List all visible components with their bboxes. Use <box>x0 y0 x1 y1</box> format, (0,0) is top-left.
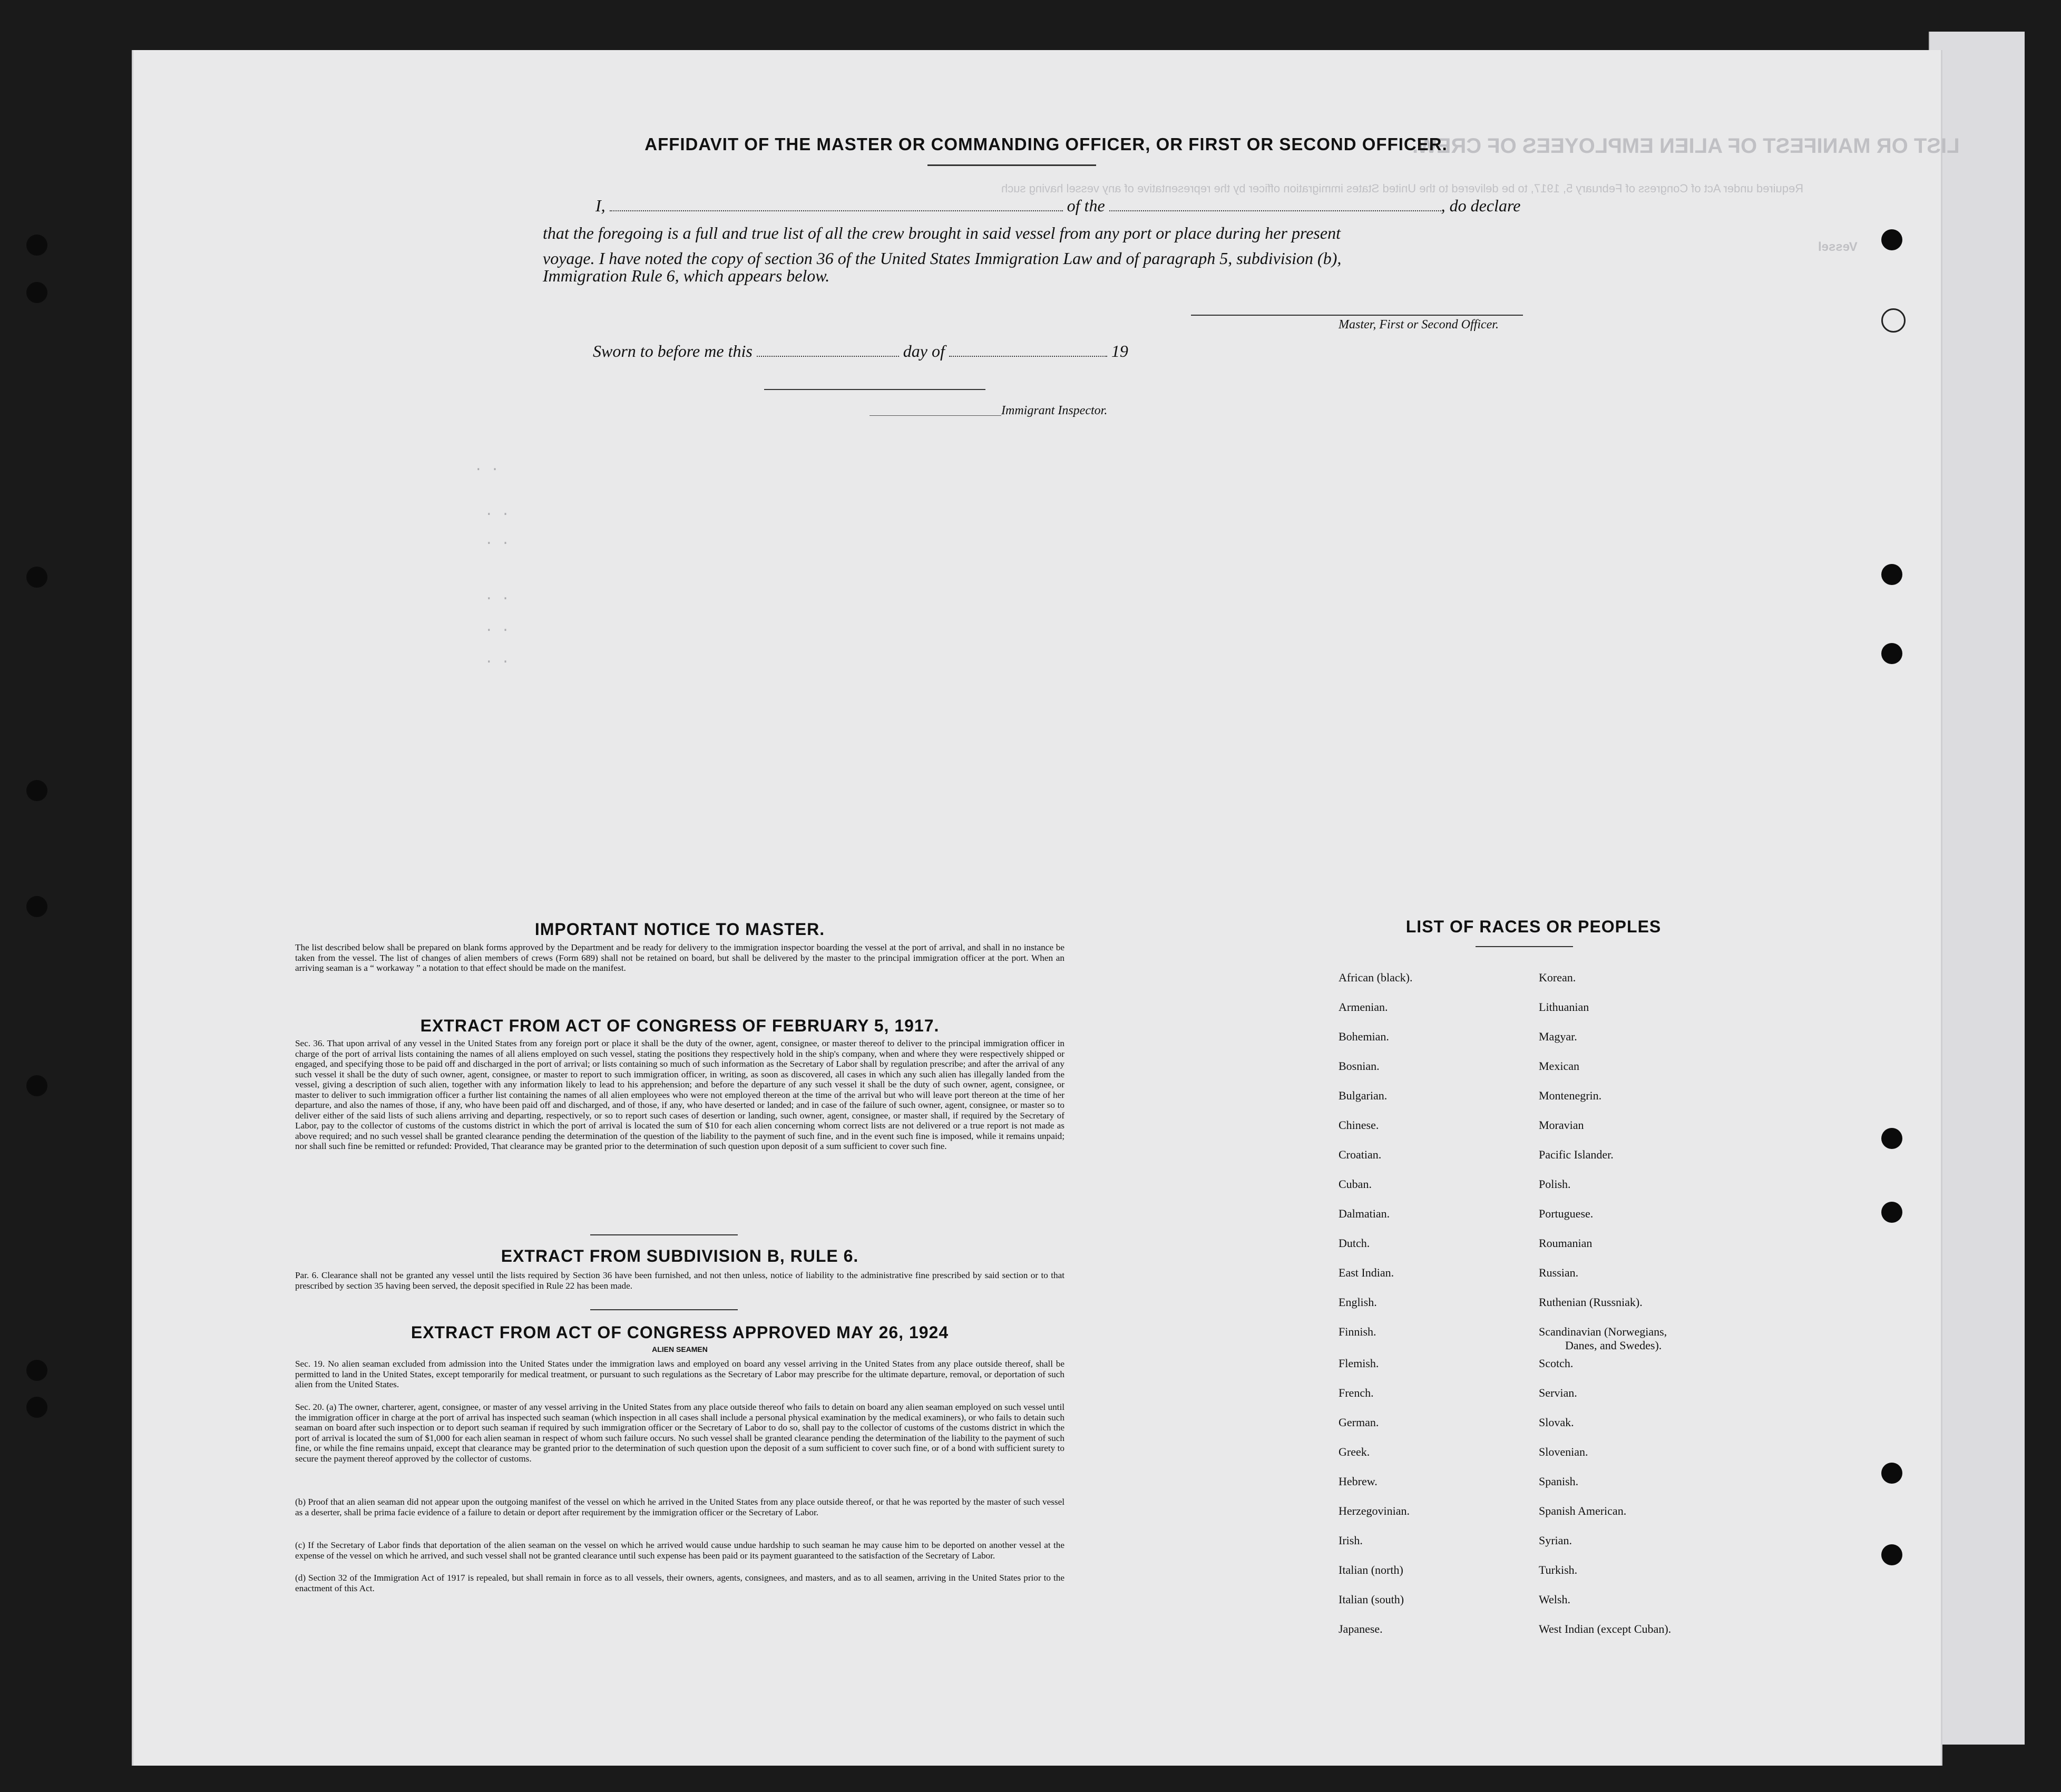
race-item: Scotch. <box>1539 1357 1574 1370</box>
binder-hole <box>1881 229 1902 250</box>
race-item: Croatian. <box>1339 1148 1382 1161</box>
affidavit-do-declare: , do declare <box>1441 196 1521 215</box>
sworn-year: 19 <box>1111 342 1128 361</box>
binder-hole <box>26 282 47 303</box>
race-item: Roumanian <box>1539 1236 1593 1250</box>
race-item: Lithuanian <box>1539 1000 1589 1014</box>
race-item: Welsh. <box>1539 1593 1570 1606</box>
race-item: Slovak. <box>1539 1416 1574 1429</box>
race-item: Italian (south) <box>1339 1593 1404 1606</box>
race-item: Scandinavian (Norwegians, <box>1539 1325 1667 1338</box>
affidavit-i: I, <box>595 196 605 215</box>
race-item: Korean. <box>1539 971 1576 984</box>
bleed-through-subtitle: Required under Act of Congress of February 5, 1917, to be delivered to the United States immigration officer by the representative of any vessel having such <box>1001 182 1804 195</box>
sworn-day-blank[interactable] <box>757 342 899 357</box>
race-item: Syrian. <box>1539 1534 1572 1547</box>
race-item: Hebrew. <box>1339 1475 1378 1488</box>
race-item: English. <box>1339 1296 1377 1309</box>
extract-1924-subtitle: ALIEN SEAMEN <box>652 1345 708 1353</box>
bleed-through-mark: . . <box>485 588 510 603</box>
rule-6-title: EXTRACT FROM SUBDIVISION B, RULE 6. <box>501 1246 859 1265</box>
binder-hole <box>26 780 47 801</box>
binder-hole <box>1881 1128 1902 1149</box>
race-item: Greek. <box>1339 1445 1370 1458</box>
affidavit-title: AFFIDAVIT OF THE MASTER OR COMMANDING OFFICER, OR FIRST OR SECOND OFFICER. <box>644 134 1448 154</box>
binder-hole <box>1881 564 1902 585</box>
signature-line[interactable] <box>1191 315 1523 316</box>
sec-20a-text: Sec. 20. (a) The owner, charterer, agent, consignee, or master of any vessel arriving in the United States from any place outside thereof who fails to detain on board any alien seaman employed on such vessel until the immigration officer in charge at the port of arrival has inspected such seaman (which inspection in all cases shall include a personal physical examination by the medical examiners), or who fails to detain such seaman on board after such inspection or to deport such seaman if required by such immigration officer or the Secretary of Labor to do so, shall pay to the collector of customs of the customs district in which the port of arrival is located the sum of $1,000 for each alien seaman in respect of whom such failure occurs. No such vessel shall be granted clearance pending the determination of the liability to the payment of such fine, or while the fine remains unpaid, except that clearance may be granted prior to the determination of such question upon the deposit of a sum sufficient to cover such fine, or of a bond with sufficient surety to secure the payment thereof approved by the collector of customs. <box>295 1402 1064 1464</box>
race-item: Pacific Islander. <box>1539 1148 1614 1161</box>
extract-1917-title: EXTRACT FROM ACT OF CONGRESS OF FEBRUARY 5, 1917. <box>420 1016 940 1035</box>
inspector-signature-line[interactable] <box>764 389 985 390</box>
underlying-page-edge <box>1929 32 2025 1745</box>
sworn-day-of: day of <box>903 342 945 361</box>
race-item: West Indian (except Cuban). <box>1539 1622 1672 1635</box>
race-item: Bulgarian. <box>1339 1089 1388 1102</box>
race-item: German. <box>1339 1416 1379 1429</box>
races-title-rule <box>1476 946 1573 947</box>
extract-1924-title: EXTRACT FROM ACT OF CONGRESS APPROVED MAY 26, 1924 <box>411 1323 949 1342</box>
signature-label: Master, First or Second Officer. <box>1339 318 1499 332</box>
section-divider <box>590 1309 738 1310</box>
race-item-continued: Danes, and Swedes). <box>1565 1339 1662 1352</box>
title-rule <box>927 164 1096 166</box>
section-divider <box>590 1234 738 1235</box>
bleed-through-mark: . . <box>485 651 510 667</box>
inspector-label: Immigrant Inspector. <box>1001 404 1108 417</box>
sworn-month-blank[interactable] <box>949 342 1107 357</box>
affidavit-of-the: of the <box>1067 196 1105 215</box>
notice-title: IMPORTANT NOTICE TO MASTER. <box>534 920 825 939</box>
binder-hole <box>1881 1202 1902 1223</box>
race-item: Flemish. <box>1339 1357 1379 1370</box>
affidavit-line-3: voyage. I have noted the copy of section 36 of the United States Immigration Law and of paragraph 5, subdivision (b), <box>543 249 1342 268</box>
vessel-name-blank[interactable] <box>1109 197 1441 211</box>
race-item: Dutch. <box>1339 1236 1370 1250</box>
sec-20c-text: (c) If the Secretary of Labor finds that deportation of the alien seaman on the vessel on which he arrived would cause undue hardship to such seaman he may cause him to be deported on another vessel at the expense of the vessel on which he arrived, and such vessel shall not be granted clearance until such expense has been paid or its payment guaranteed to the satisfaction of the Secretary of Labor. <box>295 1540 1064 1561</box>
binder-hole <box>26 1397 47 1418</box>
binder-hole <box>26 896 47 917</box>
binder-hole <box>1881 1463 1902 1484</box>
rule-6-text: Par. 6. Clearance shall not be granted any vessel until the lists required by Section 36 have been furnished, and not then unless, notice of liability to the administrative fine prescribed by said section or to that prescribed by section 35 having been served, the deposit specified in Rule 22 has been made. <box>295 1270 1064 1291</box>
race-item: Irish. <box>1339 1534 1363 1547</box>
race-item: Montenegrin. <box>1539 1089 1602 1102</box>
binder-hole <box>1881 1544 1902 1565</box>
bleed-through-mark: . . <box>474 459 499 474</box>
sec-20b-text: (b) Proof that an alien seaman did not appear upon the outgoing manifest of the vessel on which he arrived in the United States from any place outside thereof, or that he was reported by the master of such vessel as a deserter, shall be prima facie evidence of a failure to detain or deport after requirement by the immigration officer or the Secretary of Labor. <box>295 1497 1064 1517</box>
race-item: Turkish. <box>1539 1563 1578 1576</box>
races-title: LIST OF RACES OR PEOPLES <box>1405 917 1662 936</box>
race-item: Chinese. <box>1339 1118 1379 1132</box>
binder-hole <box>26 1075 47 1096</box>
race-item: Dalmatian. <box>1339 1207 1390 1220</box>
bleed-through-mark: . . <box>485 503 510 519</box>
race-item: Herzegovinian. <box>1339 1504 1410 1517</box>
bleed-through-mark: . . <box>485 619 510 635</box>
race-item: Spanish American. <box>1539 1504 1627 1517</box>
race-item: Finnish. <box>1339 1325 1376 1338</box>
race-item: Servian. <box>1539 1386 1577 1399</box>
affidavit-line-4: Immigration Rule 6, which appears below. <box>543 266 830 285</box>
extract-1917-text: Sec. 36. That upon arrival of any vessel in the United States from any foreign port or place it shall be the duty of the owner, agent, consignee, or master thereof to deliver to the principal immigration officer in charge of the port of arrival lists containing the names of all aliens employed on such vessel, stating the positions they respectively hold in the ship's company, when and where they were respectively shipped or engaged, and specifying those to be paid off and discharged in the port of arrival; or lists containing so much of such information as the Secretary of Labor shall by regulation prescribe; and after the arrival of any such vessel it shall be the duty of such owner, agent, consignee, or master to report to such immigration officer, in writing, as soon as discovered, all cases in which any such alien has illegally landed from the vessel, giving a description of such alien, together with any information likely to lead to his apprehension; and before the departure of any such vessel it shall be the duty of such owner, agent, consignee, or master to deliver to such immigration officer a further list containing the names of all alien employees who were not employed thereon at the time of the arrival but who will leave port thereon at the time of her departure, and also the names of those, if any, who have been paid off and discharged, and of those, if any, who have deserted or landed; and in case of the failure of such owner, agent, consignee, or master so to deliver either of the said lists of such aliens arriving and departing, respectively, or so to report such cases of desertion or landing, such owner, agent, consignee, or master shall, if required by the Secretary of Labor, pay to the collector of customs of the customs district in which the port of arrival is located the sum of $10 for each alien concerning whom correct lists are not delivered or a true report is not made as above required; and no such vessel shall be granted clearance pending the determination of the question of the liability to the payment of such fine, and in the event such fine is imposed, while it remains unpaid; nor shall such fine be remitted or refunded: Provided, That clearance may be granted prior to the determination of such question upon deposit of a sum sufficient to cover such fine. <box>295 1038 1064 1151</box>
affidavit-line-2: that the foregoing is a full and true list of all the crew brought in said vessel from any port or place during her present <box>543 223 1341 242</box>
bleed-through-title: LIST OR MANIFEST OF ALIEN EMPLOYEES OF CREW. <box>1412 134 1960 158</box>
race-item: Spanish. <box>1539 1475 1579 1488</box>
race-item: Japanese. <box>1339 1622 1383 1635</box>
bleed-through-vessel: Vessel <box>1818 240 1858 254</box>
race-item: Slovenian. <box>1539 1445 1588 1458</box>
race-item: Italian (north) <box>1339 1563 1403 1576</box>
bleed-through-mark: . . <box>485 532 510 548</box>
race-item: East Indian. <box>1339 1266 1394 1279</box>
sec-19-text: Sec. 19. No alien seaman excluded from admission into the United States under the immigration laws and employed on board any vessel arriving in the United States from any place outside thereof, shall be permitted to land in the United States, except temporarily for medical treatment, or pursuant to such regulations as the Secretary of Labor may prescribe for the ultimate departure, removal, or deportation of such alien from the United States. <box>295 1359 1064 1389</box>
sworn-prefix: Sworn to before me this <box>593 342 753 361</box>
race-item: African (black). <box>1339 971 1413 984</box>
notice-text: The list described below shall be prepared on blank forms approved by the Department and be ready for delivery to the immigration inspector boarding the vessel at the port of arrival, and shall in no instance be taken from the vessel. The list of changes of alien members of crews (Form 689) shall not be retained on board, but shall be delivered by the master to the principal immigration officer at the port. When an arriving seaman is a “ workaway ” a notation to that effect should be made on the manifest. <box>295 942 1064 973</box>
race-item: Cuban. <box>1339 1177 1372 1191</box>
binder-hole <box>26 235 47 256</box>
race-item: Magyar. <box>1539 1030 1577 1043</box>
race-item: Russian. <box>1539 1266 1579 1279</box>
binder-hole <box>1881 643 1902 664</box>
race-item: Moravian <box>1539 1118 1584 1132</box>
binder-hole <box>1881 308 1906 333</box>
inspector-dotted-line <box>870 415 1001 416</box>
race-item: Polish. <box>1539 1177 1571 1191</box>
race-item: Armenian. <box>1339 1000 1388 1014</box>
name-blank[interactable] <box>610 197 1063 211</box>
binder-hole <box>26 1360 47 1381</box>
sec-20d-text: (d) Section 32 of the Immigration Act of 1917 is repealed, but shall remain in force as to all vessels, their owners, agents, consignees, and masters, and as to all seamen, arriving in the United States prior to the enactment of this Act. <box>295 1573 1064 1593</box>
binder-hole <box>26 567 47 588</box>
race-item: Portuguese. <box>1539 1207 1594 1220</box>
race-item: Bohemian. <box>1339 1030 1389 1043</box>
race-item: Ruthenian (Russniak). <box>1539 1296 1643 1309</box>
race-item: Mexican <box>1539 1059 1579 1073</box>
race-item: French. <box>1339 1386 1374 1399</box>
sworn-line <box>593 342 1128 361</box>
race-item: Bosnian. <box>1339 1059 1380 1073</box>
affidavit-declaration-line <box>595 196 1520 216</box>
